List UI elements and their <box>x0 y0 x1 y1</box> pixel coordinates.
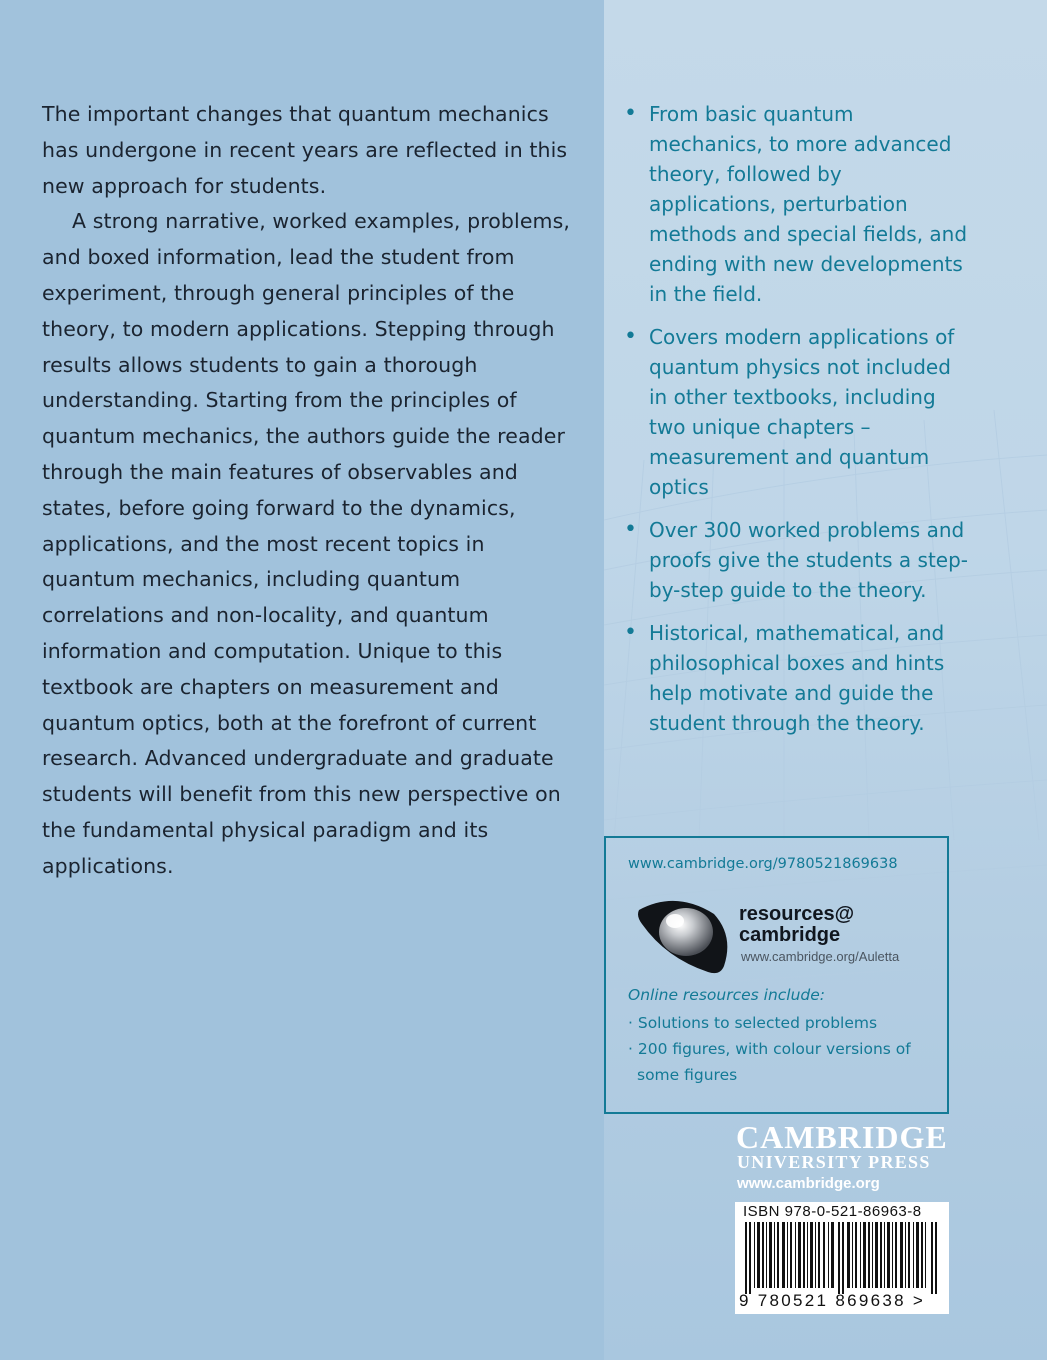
feature-text: Over 300 worked problems and proofs give the students a step-by-step guide to the theory. <box>649 518 969 602</box>
book-resources-link[interactable]: www.cambridge.org/9780521869638 <box>628 856 898 872</box>
resources-brand <box>739 904 854 946</box>
bullet-icon: • <box>624 620 637 645</box>
resources-list <box>628 1010 928 1088</box>
bullet-icon: • <box>624 517 637 542</box>
feature-item <box>624 515 969 605</box>
feature-text: Historical, mathematical, and philosophical boxes and hints help motivate and guide the student through the theory. <box>649 621 945 735</box>
resources-brand-line1: resources@ <box>739 903 855 925</box>
book-description <box>42 97 572 885</box>
publisher-url[interactable]: www.cambridge.org <box>737 1175 880 1192</box>
resources-brand-line2: cambridge <box>739 924 841 946</box>
barcode-bars <box>741 1222 943 1294</box>
resources-eye-logo-icon <box>636 896 731 976</box>
isbn-barcode <box>735 1202 949 1314</box>
feature-item <box>624 322 969 502</box>
bullet-icon: • <box>624 101 637 126</box>
publisher-subtitle: UNIVERSITY PRESS <box>737 1152 931 1172</box>
description-intro: The important changes that quantum mechanics has undergone in recent years are reflected in this new approach for students. <box>42 102 568 198</box>
publisher-name: CAMBRIDGE <box>736 1119 948 1155</box>
feature-text: From basic quantum mechanics, to more advanced theory, followed by applications, perturbation methods and special fields, and ending with new developments in the field. <box>649 102 968 306</box>
resources-author-link[interactable]: www.cambridge.org/Auletta <box>741 949 900 964</box>
online-resources-box <box>604 836 949 1114</box>
barcode-digits: 9 780521 869638 > <box>739 1291 926 1310</box>
isbn-label: ISBN 978-0-521-86963-8 <box>743 1203 922 1220</box>
feature-item <box>624 99 969 309</box>
feature-text: Covers modern applications of quantum physics not included in other textbooks, including two unique chapters – measurement and quantum optics <box>649 325 955 499</box>
resources-list-item: · 200 figures, with colour versions of some figures <box>628 1040 911 1084</box>
feature-item <box>624 618 969 738</box>
description-body: A strong narrative, worked examples, problems, and boxed information, lead the student from experiment, through general principles of the theory, to modern applications. Stepping through results allows students to gain a thorough understanding. Starting from the principles of quantum mechanics, the authors guide the reader through the main features of observables and states, before going forward to the dynamics, applications, and the most recent topics in quantum mechanics, including quantum correlations and non-locality, and quantum information and computation. Unique to this textbook are chapters on measurement and quantum optics, both at the forefront of current research. Advanced undergraduate and graduate students will benefit from this new perspective on the fundamental physical paradigm and its applications. <box>42 209 571 878</box>
feature-list <box>624 99 969 751</box>
resources-heading: Online resources include: <box>628 986 826 1004</box>
resources-list-item: · Solutions to selected problems <box>628 1014 878 1032</box>
bullet-icon: • <box>624 324 637 349</box>
